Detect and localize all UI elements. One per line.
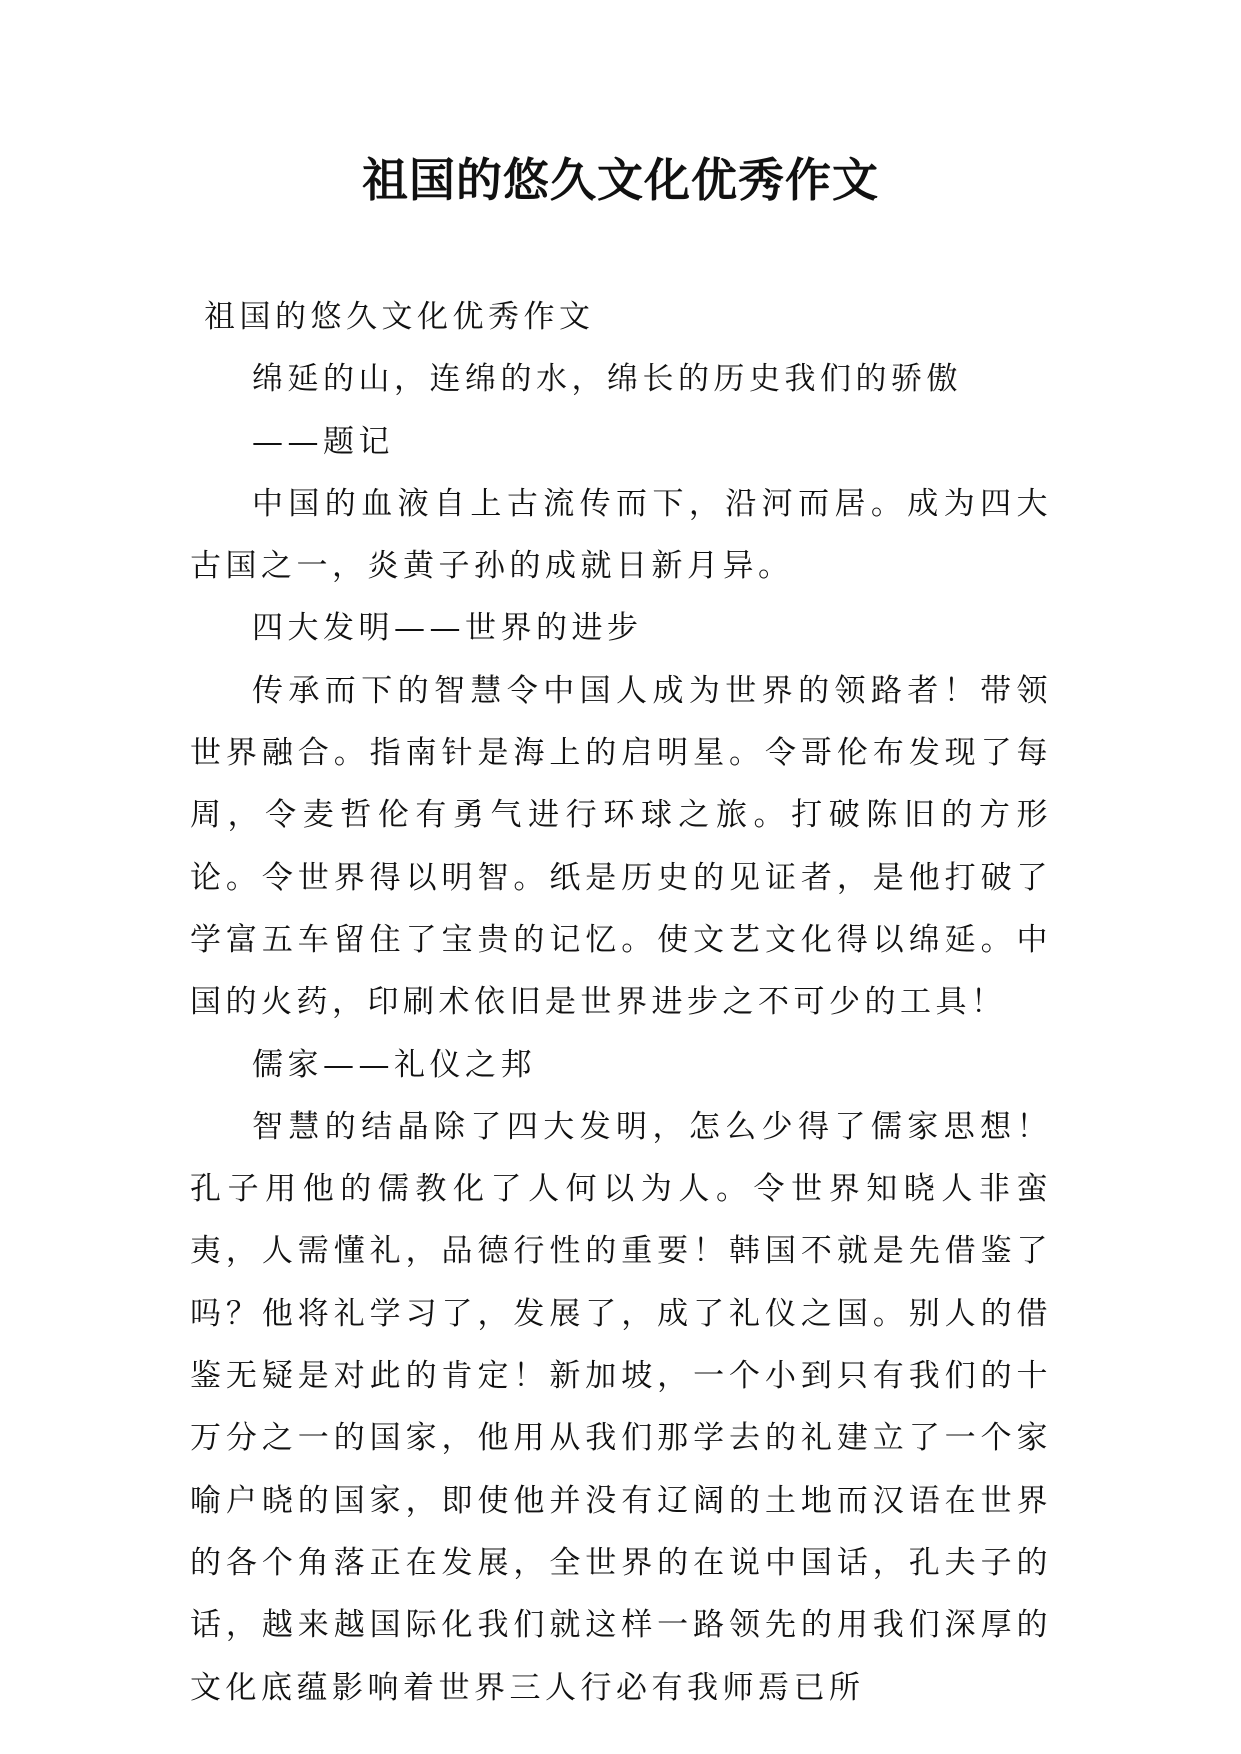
paragraph-four-inventions: 传承而下的智慧令中国人成为世界的领路者！带领世界融合。指南针是海上的启明星。令哥伦布发现了每周，令麦哲伦有勇气进行环球之旅。打破陈旧的方形论。令世界得以明智。纸是历史的见证者，是他打破了学富五车留住了宝贵的记忆。使文艺文化得以绵延。中国的火药，印刷术依旧是世界进步之不可少的工具！ <box>190 672 1052 1021</box>
document-title: 祖国的悠久文化优秀作文 <box>362 153 879 207</box>
epigraph-attribution: ——题记 <box>252 423 394 460</box>
paragraph-confucianism: 智慧的结晶除了四大发明，怎么少得了儒家思想！孔子用他的儒教化了人何以为人。令世界知晓人非蛮夷，人需懂礼，品德行性的重要！韩国不就是先借鉴了吗？他将礼学习了，发展了，成了礼仪之国。别人的借鉴无疑是对此的肯定！新加坡，一个小到只有我们的十万分之一的国家，他用从我们那学去的礼建立了一个家喻户晓的国家，即使他并没有辽阔的土地而汉语在世界的各个角落正在发展，全世界的在说中国话，孔夫子的话，越来越国际化我们就这样一路领先的用我们深厚的文化底蕴影响着世界三人行必有我师焉已所 <box>190 1108 1052 1706</box>
section-heading-confucianism: 儒家——礼仪之邦 <box>252 1046 536 1083</box>
document-body <box>190 286 1052 1719</box>
section-heading-four-inventions: 四大发明——世界的进步 <box>252 610 643 647</box>
paragraph-intro: 中国的血液自上古流传而下，沿河而居。成为四大古国之一，炎黄子孙的成就日新月异。 <box>190 485 1052 585</box>
essay-heading: 祖国的悠久文化优秀作文 <box>204 299 595 335</box>
epigraph: 绵延的山，连绵的水，绵长的历史我们的骄傲 <box>252 361 962 398</box>
